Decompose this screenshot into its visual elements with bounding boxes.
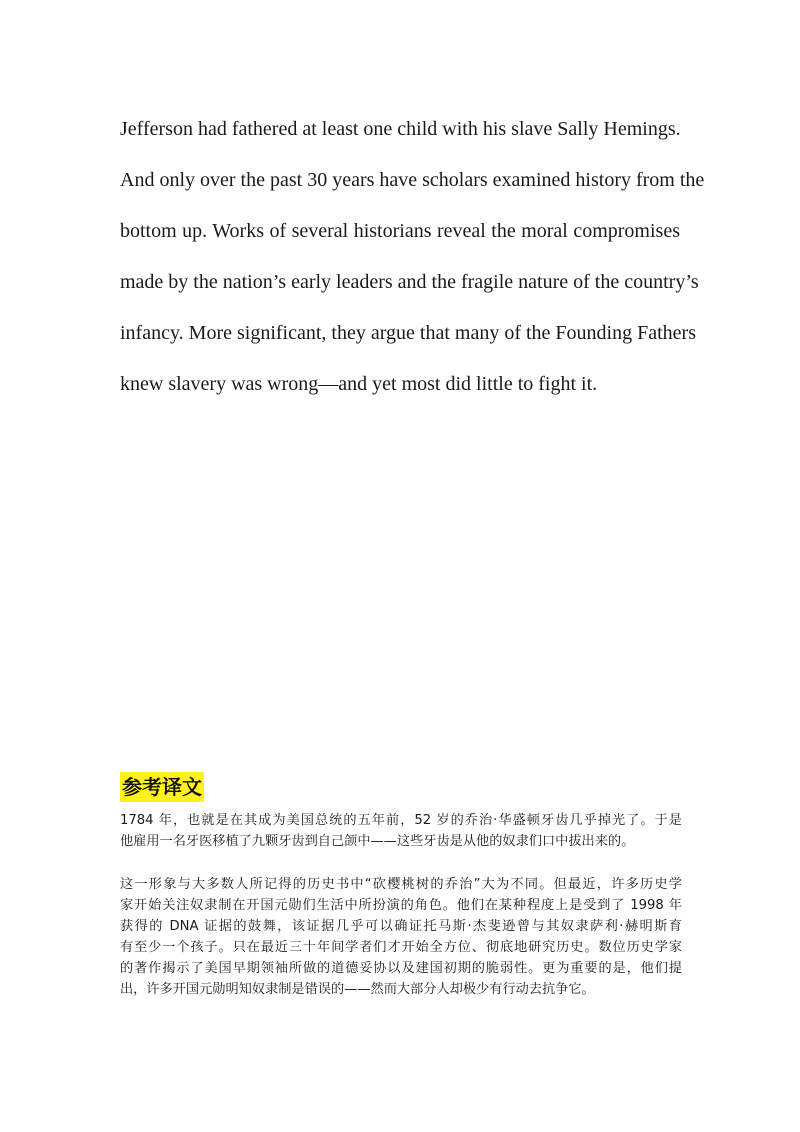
translation-line: 1784 年，也就是在其成为美国总统的五年前，52 岁的乔治·华盛顿牙齿几乎掉光了。于是: [120, 813, 682, 828]
english-line: And only over the past 30 years have scholars examined history from the: [120, 169, 705, 191]
english-line: Jefferson had fathered at least one child with his slave Sally Hemings.: [120, 118, 681, 140]
translation-line: 获得的 DNA 证据的鼓舞，该证据几乎可以确证托马斯·杰斐逊曾与其奴隶萨利·赫明斯育: [120, 919, 682, 934]
translation-line: 出，许多开国元勋明知奴隶制是错误的——然而大部分人却极少有行动去抗争它。: [120, 982, 595, 997]
english-line: bottom up. Works of several historians reveal the moral compromises: [120, 220, 680, 242]
english-line: infancy. More significant, they argue that many of the Founding Fathers: [120, 322, 696, 344]
translation-heading: 参考译文: [120, 772, 204, 802]
translation-line: 这一形象与大多数人所记得的历史书中“砍樱桃树的乔治”大为不同。但最近，许多历史学: [120, 877, 682, 892]
translation-paragraph: [120, 810, 682, 852]
translation-paragraph: [120, 874, 682, 1000]
english-line: made by the nation’s early leaders and the fragile nature of the country’s: [120, 271, 699, 293]
translation-line: 他雇用一名牙医移植了九颗牙齿到自己颌中——这些牙齿是从他的奴隶们口中拔出来的。: [120, 834, 635, 849]
english-line: knew slavery was wrong—and yet most did little to fight it.: [120, 373, 598, 395]
english-passage: [120, 104, 705, 410]
translation-line: 的著作揭示了美国早期领袖所做的道德妥协以及建国初期的脆弱性。更为重要的是，他们提: [120, 961, 682, 976]
translation-line: 有至少一个孩子。只在最近三十年间学者们才开始全方位、彻底地研究历史。数位历史学家: [120, 940, 682, 955]
translation-line: 家开始关注奴隶制在开国元勋们生活中所扮演的角色。他们在某种程度上是受到了 1998 年: [120, 898, 682, 913]
